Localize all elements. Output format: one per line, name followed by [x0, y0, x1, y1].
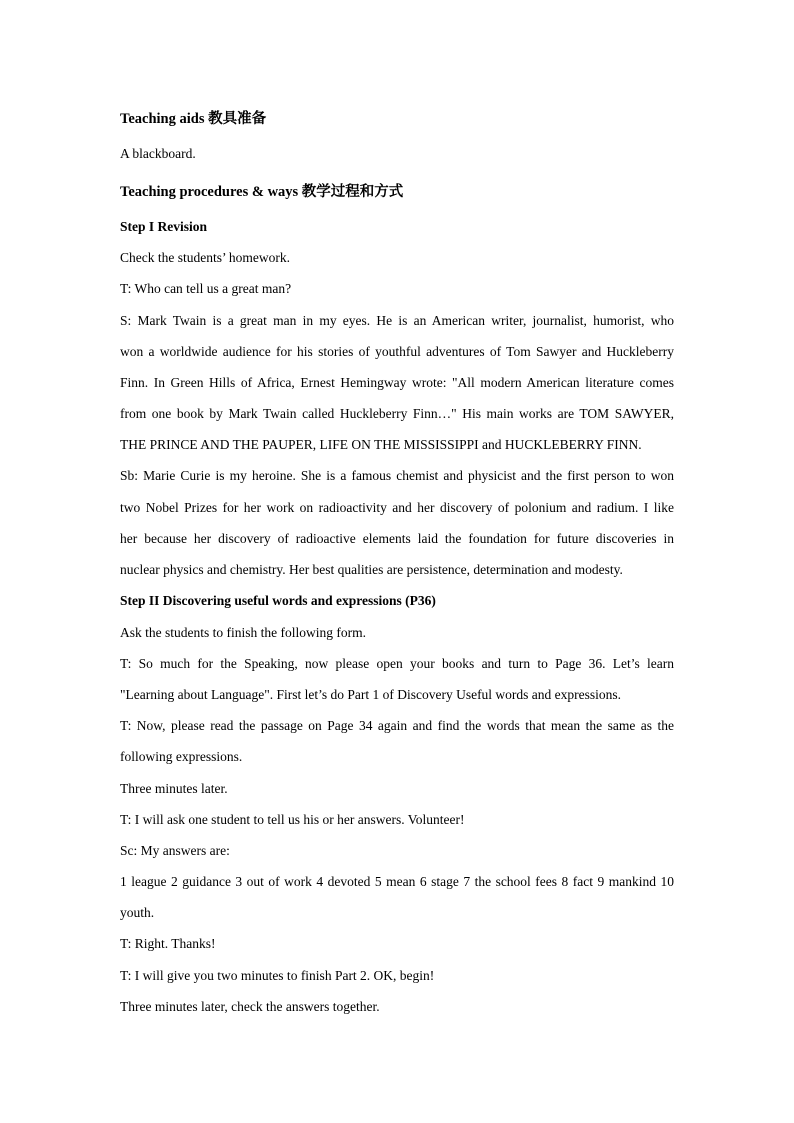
- step1-title: Step I Revision: [120, 219, 208, 234]
- paragraph-line: her because her discovery of radioactive elements laid the foundation for future discoveries in: [120, 531, 674, 546]
- step2-title: Step II Discovering useful words and expressions (P36): [120, 593, 436, 608]
- paragraph-line: following expressions.: [120, 749, 243, 764]
- paragraph-line: Ask the students to finish the following form.: [120, 625, 366, 640]
- paragraph-line: S: Mark Twain is a great man in my eyes. He is an American writer, journalist, humorist, who: [120, 313, 674, 328]
- paragraph-line: T: I will ask one student to tell us his or her answers. Volunteer!: [120, 812, 465, 827]
- paragraph-line: T: I will give you two minutes to finish Part 2. OK, begin!: [120, 968, 435, 983]
- paragraph-line: from one book by Mark Twain called Huckleberry Finn…" His main works are TOM SAWYER,: [120, 406, 674, 421]
- paragraph-line: youth.: [120, 905, 155, 920]
- paragraph-line: Sc: My answers are:: [120, 843, 230, 858]
- heading-teaching-aids: Teaching aids 教具准备: [120, 111, 267, 127]
- paragraph-line: T: Who can tell us a great man?: [120, 281, 292, 296]
- aids-text: A blackboard.: [120, 146, 196, 161]
- paragraph-line: Three minutes later, check the answers together.: [120, 999, 380, 1014]
- paragraph-line: Check the students’ homework.: [120, 250, 290, 265]
- paragraph-line: T: Right. Thanks!: [120, 936, 216, 951]
- paragraph-line: nuclear physics and chemistry. Her best qualities are persistence, determination and modesty.: [120, 562, 623, 577]
- paragraph-line: Three minutes later.: [120, 781, 228, 796]
- paragraph-line: T: Now, please read the passage on Page 34 again and find the words that mean the same as the: [120, 718, 674, 733]
- paragraph-line: Sb: Marie Curie is my heroine. She is a famous chemist and physicist and the first person to won: [120, 468, 674, 483]
- paragraph-line: T: So much for the Speaking, now please open your books and turn to Page 36. Let’s learn: [120, 656, 674, 671]
- paragraph-line: won a worldwide audience for his stories of youthful adventures of Tom Sawyer and Huckleberry: [120, 344, 674, 359]
- paragraph-line: THE PRINCE AND THE PAUPER, LIFE ON THE MISSISSIPPI and HUCKLEBERRY FINN.: [120, 437, 642, 452]
- paragraph-line: "Learning about Language". First let’s do Part 1 of Discovery Useful words and expressions.: [120, 687, 622, 702]
- paragraph-line: two Nobel Prizes for her work on radioactivity and her discovery of polonium and radium. I like: [120, 500, 674, 515]
- paragraph-line: 1 league 2 guidance 3 out of work 4 devoted 5 mean 6 stage 7 the school fees 8 fact 9 mankind 10: [120, 874, 674, 889]
- paragraph-line: Finn. In Green Hills of Africa, Ernest Hemingway wrote: "All modern American literature comes: [120, 375, 674, 390]
- heading-teaching-procedures: Teaching procedures & ways 教学过程和方式: [120, 184, 404, 200]
